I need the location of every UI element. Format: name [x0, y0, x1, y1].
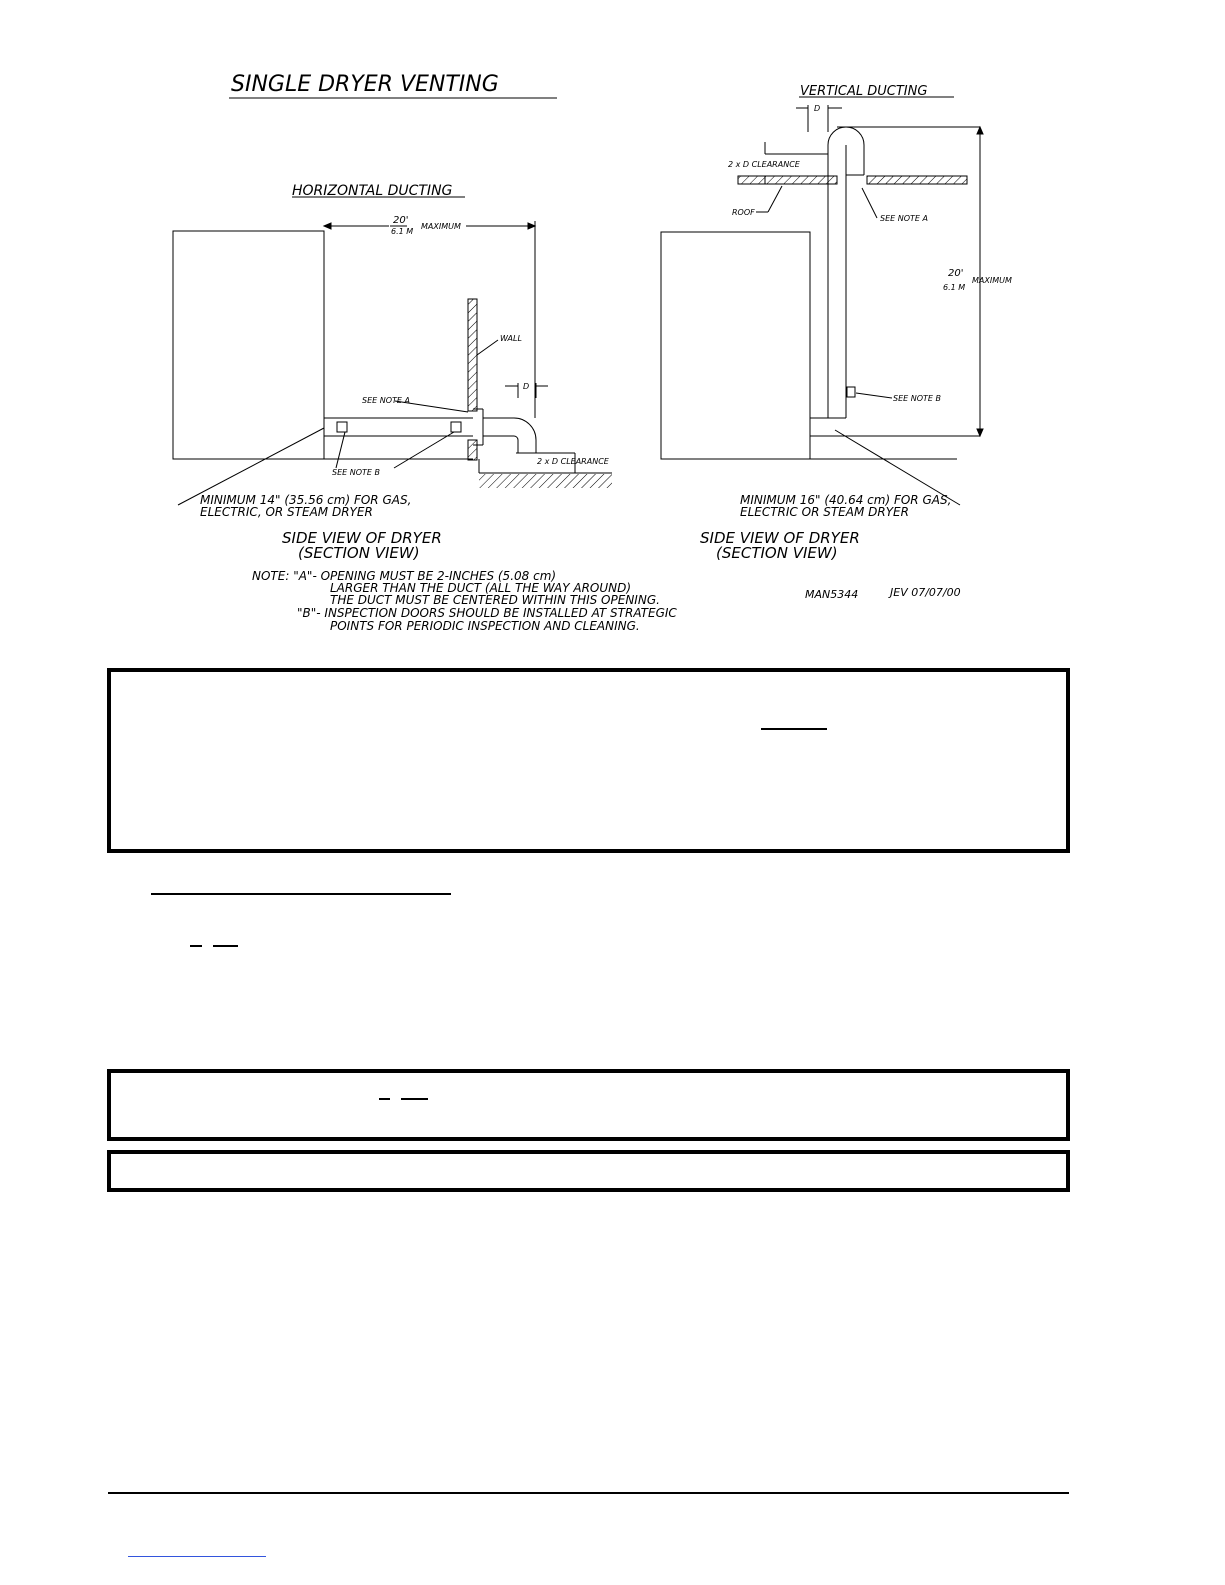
- section-heading-underline: [151, 893, 451, 895]
- horizontal-length-top: 20': [393, 215, 409, 226]
- horizontal-wall-label: WALL: [500, 334, 522, 343]
- note-line-2: LARGER THAN THE DUCT (ALL THE WAY AROUND): [330, 581, 632, 595]
- horizontal-see-note-a: SEE NOTE A: [362, 396, 410, 405]
- vertical-see-note-a: SEE NOTE A: [880, 214, 928, 223]
- vertical-ducting-diagram: [661, 97, 983, 505]
- warning-box: [107, 668, 1070, 853]
- note-box: [107, 1150, 1070, 1192]
- horizontal-length-max: MAXIMUM: [421, 222, 461, 231]
- note-line-4: "B"- INSPECTION DOORS SHOULD BE INSTALLED AT STRATEGIC: [297, 606, 677, 620]
- drawing-title: SINGLE DRYER VENTING: [231, 72, 499, 97]
- caution-box: [107, 1069, 1070, 1141]
- vertical-clearance: 2 x D CLEARANCE: [728, 160, 800, 169]
- horizontal-section-view: (SECTION VIEW): [298, 544, 420, 562]
- horizontal-heading: HORIZONTAL DUCTING: [292, 183, 453, 199]
- note-line-1: NOTE: "A"- OPENING MUST BE 2-INCHES (5.08 cm): [252, 569, 557, 583]
- note-line-3: THE DUCT MUST BE CENTERED WITHIN THIS OPENING.: [330, 593, 660, 607]
- horizontal-minimum-line1: MINIMUM 14" (35.56 cm) FOR GAS,: [200, 493, 412, 507]
- drawing-number: MAN5344: [805, 588, 859, 601]
- vertical-minimum-line1: MINIMUM 16" (40.64 cm) FOR GAS,: [740, 493, 952, 507]
- caution-underline-2: [401, 1098, 428, 1100]
- vertical-d-label: D: [814, 104, 821, 113]
- vertical-length-bottom: 6.1 M: [943, 283, 966, 292]
- note-line-5: POINTS FOR PERIODIC INSPECTION AND CLEANING.: [330, 619, 640, 633]
- venting-drawing: [0, 0, 1225, 660]
- horizontal-side-view: SIDE VIEW OF DRYER: [282, 529, 442, 547]
- vertical-section-view: (SECTION VIEW): [716, 544, 838, 562]
- vertical-minimum-line2: ELECTRIC OR STEAM DRYER: [740, 505, 909, 519]
- emphasis-underline: [761, 728, 827, 730]
- emphasis-underline-short-1: [190, 945, 202, 947]
- emphasis-underline-short-2: [213, 945, 238, 947]
- vertical-roof-label: ROOF: [732, 208, 755, 217]
- horizontal-length-bottom: 6.1 M: [391, 227, 414, 236]
- horizontal-clearance: 2 x D CLEARANCE: [537, 457, 609, 466]
- vertical-length-max: MAXIMUM: [972, 276, 1012, 285]
- vertical-see-note-b: SEE NOTE B: [893, 394, 941, 403]
- caution-underline-1: [379, 1098, 390, 1100]
- vertical-side-view: SIDE VIEW OF DRYER: [700, 529, 860, 547]
- horizontal-d-label: D: [523, 382, 530, 391]
- vertical-heading: VERTICAL DUCTING: [800, 84, 928, 99]
- footer-link-underline[interactable]: [128, 1556, 266, 1557]
- drawing-date: JEV 07/07/00: [890, 586, 961, 599]
- footer-rule: [108, 1492, 1069, 1494]
- horizontal-minimum-line2: ELECTRIC, OR STEAM DRYER: [200, 505, 373, 519]
- vertical-length-top: 20': [948, 268, 964, 279]
- horizontal-see-note-b: SEE NOTE B: [332, 468, 380, 477]
